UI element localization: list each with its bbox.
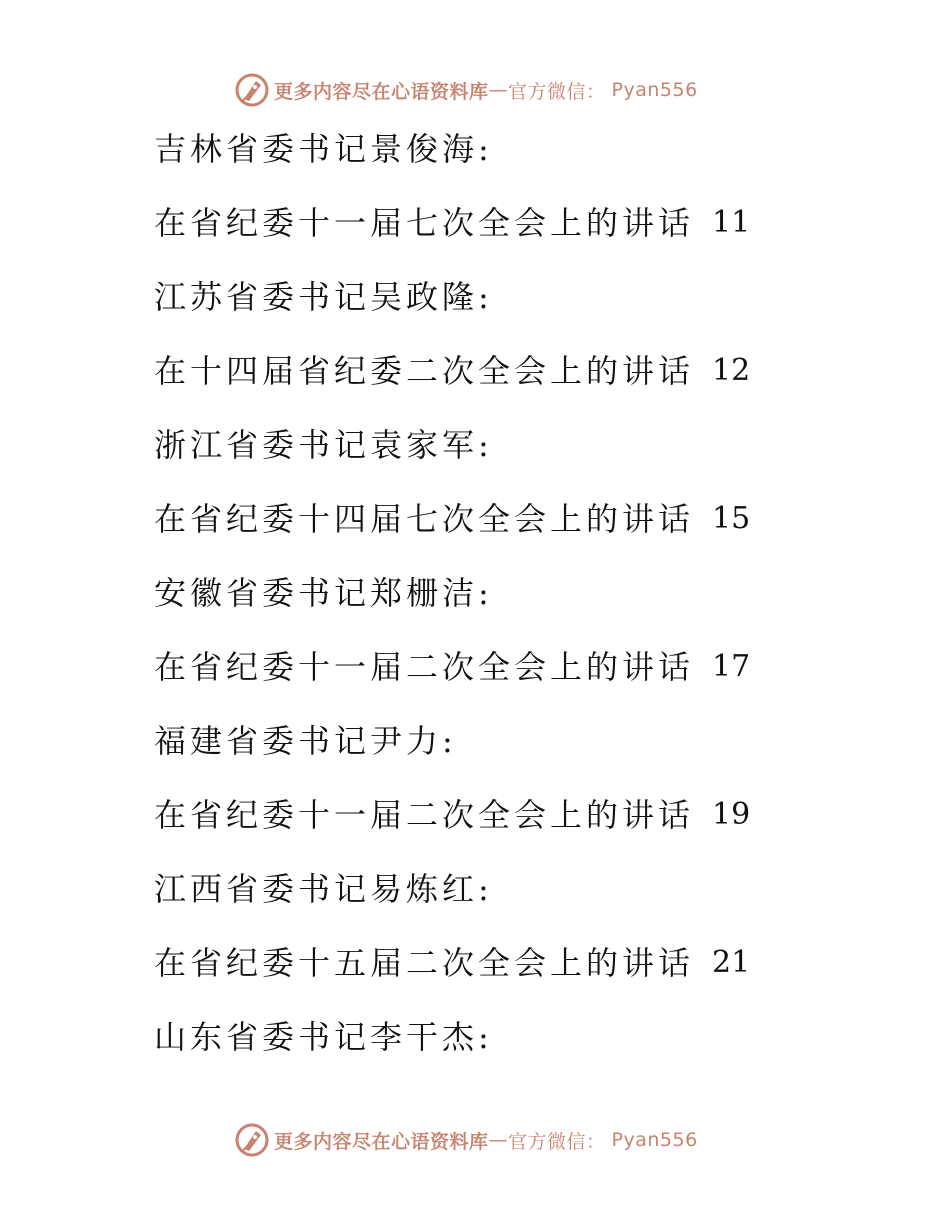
- toc-line: [154, 926, 754, 1000]
- toc-line: [154, 334, 754, 408]
- toc-line-text: 安徽省委书记郑栅洁:: [154, 574, 493, 612]
- toc-line-text: 在省纪委十一届二次全会上的讲话: [154, 796, 695, 834]
- pen-nib-logo-icon: [234, 72, 270, 108]
- watermark-wechat-label: 官方微信: [508, 80, 587, 103]
- toc-page-number: 12: [712, 353, 751, 388]
- toc-line: [154, 1000, 754, 1074]
- toc-page-number: 17: [712, 649, 751, 684]
- watermark-wechat-id: Pyan556: [611, 79, 698, 101]
- toc-line-text: 江苏省委书记吴政隆:: [154, 278, 493, 316]
- toc-page-number: 15: [712, 501, 751, 536]
- toc-line: [154, 704, 754, 778]
- table-of-contents: [154, 112, 754, 1074]
- watermark-header: [234, 70, 698, 110]
- toc-line: [154, 408, 754, 482]
- toc-page-number: 11: [712, 205, 751, 240]
- toc-line-text: 福建省委书记尹力:: [154, 722, 457, 760]
- toc-line: [154, 112, 754, 186]
- toc-line-text: 吉林省委书记景俊海:: [154, 130, 493, 168]
- watermark-footer: [234, 1120, 698, 1160]
- watermark-text: 更多内容尽在心语资料库: [274, 80, 489, 103]
- toc-line-text: 浙江省委书记袁家军:: [154, 426, 493, 464]
- toc-page-number: 19: [712, 797, 751, 832]
- watermark-text: 更多内容尽在心语资料库: [274, 1130, 489, 1153]
- toc-line: [154, 778, 754, 852]
- toc-line-text: 在十四届省纪委二次全会上的讲话: [154, 352, 695, 390]
- toc-line: [154, 260, 754, 334]
- toc-line: [154, 630, 754, 704]
- toc-line-text: 在省纪委十四届七次全会上的讲话: [154, 500, 695, 538]
- toc-page-number: 21: [712, 945, 751, 980]
- toc-line-text: 在省纪委十五届二次全会上的讲话: [154, 944, 695, 982]
- watermark-wechat-label: 官方微信: [508, 1130, 587, 1153]
- watermark-colon: ：: [586, 80, 606, 103]
- toc-line-text: 山东省委书记李干杰:: [154, 1018, 493, 1056]
- watermark-separator: —: [488, 79, 509, 101]
- watermark-wechat-id: Pyan556: [611, 1129, 698, 1151]
- toc-line: [154, 556, 754, 630]
- toc-line: [154, 852, 754, 926]
- watermark-separator: —: [488, 1129, 509, 1151]
- toc-line-text: 在省纪委十一届二次全会上的讲话: [154, 648, 695, 686]
- toc-line: [154, 482, 754, 556]
- toc-line-text: 在省纪委十一届七次全会上的讲话: [154, 204, 695, 242]
- watermark-colon: ：: [586, 1130, 606, 1153]
- toc-line-text: 江西省委书记易炼红:: [154, 870, 493, 908]
- pen-nib-logo-icon: [234, 1122, 270, 1158]
- toc-line: [154, 186, 754, 260]
